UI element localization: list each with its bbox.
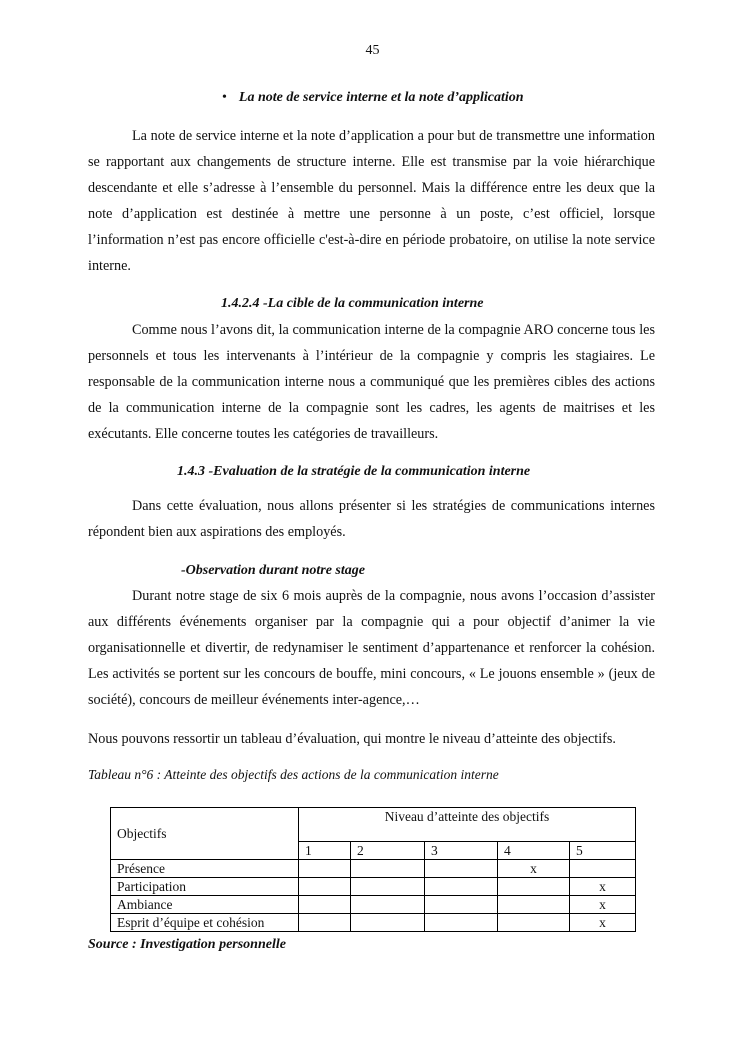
row-mark — [299, 860, 351, 878]
section-note-paragraph — [88, 123, 655, 279]
table-row — [111, 878, 636, 896]
section-evaluation-paragraph — [88, 493, 655, 545]
row-label: Présence — [111, 860, 299, 878]
level-header: 4 — [498, 842, 570, 860]
row-mark — [351, 860, 425, 878]
row-mark — [498, 914, 570, 932]
row-mark: x — [570, 878, 636, 896]
section-evaluation-text: Dans cette évaluation, nous allons présenter si les stratégies de communications internes répondent bien aux aspirations des employés. — [88, 498, 655, 540]
row-mark — [299, 878, 351, 896]
row-mark — [425, 896, 498, 914]
section-note-heading — [222, 90, 524, 106]
row-mark — [351, 914, 425, 932]
row-label: Participation — [111, 878, 299, 896]
table-source: Source : Investigation personnelle — [88, 937, 286, 952]
section-observation-paragraph — [88, 583, 655, 713]
level-header: 1 — [299, 842, 351, 860]
table-caption: Tableau n°6 : Atteinte des objectifs des actions de la communication interne — [88, 767, 499, 782]
row-mark — [351, 878, 425, 896]
row-mark — [498, 896, 570, 914]
header-niveau: Niveau d’atteinte des objectifs — [299, 808, 636, 842]
section-evaluation-title: 1.4.3 -Evaluation de la stratégie de la communication interne — [177, 464, 531, 479]
section-observation-title: -Observation durant notre stage — [181, 563, 365, 578]
row-label: Esprit d’équipe et cohésion — [111, 914, 299, 932]
section-note-text: La note de service interne et la note d’application a pour but de transmettre une information se rapportant aux changements de structure interne. Elle est transmise par la voie hiérarchique descendante et elle s’adresse à l’ensemble du personnel. Mais la différence entre les deux que la note d’application est destinée à mettre une personne à un poste, c’est officiel, lorsque l’information n’est pas encore officielle c'est-à-dire en période probatoire, on utilise la note service interne. — [88, 128, 655, 274]
row-mark — [425, 914, 498, 932]
row-mark — [299, 896, 351, 914]
section-cible-paragraph — [88, 317, 655, 447]
row-mark — [425, 860, 498, 878]
page-number: 45 — [365, 43, 380, 58]
row-mark — [570, 860, 636, 878]
table-row — [111, 896, 636, 914]
row-mark — [498, 878, 570, 896]
level-header: 5 — [570, 842, 636, 860]
header-objectifs: Objectifs — [111, 808, 299, 860]
table-intro: Nous pouvons ressortir un tableau d’évaluation, qui montre le niveau d’atteinte des objectifs. — [88, 731, 616, 747]
level-header: 2 — [351, 842, 425, 860]
row-label: Ambiance — [111, 896, 299, 914]
table-row — [111, 914, 636, 932]
section-cible-text: Comme nous l’avons dit, la communication interne de la compagnie ARO concerne tous les personnels et tous les intervenants à l’intérieur de la compagnie y compris les stagiaires. Le responsable de la communication interne nous a communiqué que les premières cibles des actions de la communication interne de la compagnie sont les cadres, les agents de maitrises et les exécutants. Elle concerne toutes les catégories de travailleurs. — [88, 322, 655, 442]
row-mark — [299, 914, 351, 932]
section-observation-text: Durant notre stage de six 6 mois auprès de la compagnie, nous avons l’occasion d’assister aux différents événements organiser par la compagnie qui a pour objectif d’animer la vie organisationnelle et divertir, de redynamiser le sentiment d’appartenance et renforcer la cohésion. Les activités se portent sur les concours de bouffe, mini concours, « Le jouons ensemble » (jeux de société), concours de meilleur événements inter-agence,… — [88, 588, 655, 708]
level-header: 3 — [425, 842, 498, 860]
row-mark: x — [570, 914, 636, 932]
row-mark: x — [498, 860, 570, 878]
evaluation-table — [110, 807, 636, 932]
table-row — [111, 860, 636, 878]
section-cible-title: 1.4.2.4 -La cible de la communication interne — [221, 296, 484, 311]
row-mark: x — [570, 896, 636, 914]
row-mark — [351, 896, 425, 914]
bullet-icon: • — [222, 90, 227, 105]
table-header-row — [111, 808, 636, 842]
row-mark — [425, 878, 498, 896]
section-note-title: La note de service interne et la note d’application — [238, 90, 524, 105]
